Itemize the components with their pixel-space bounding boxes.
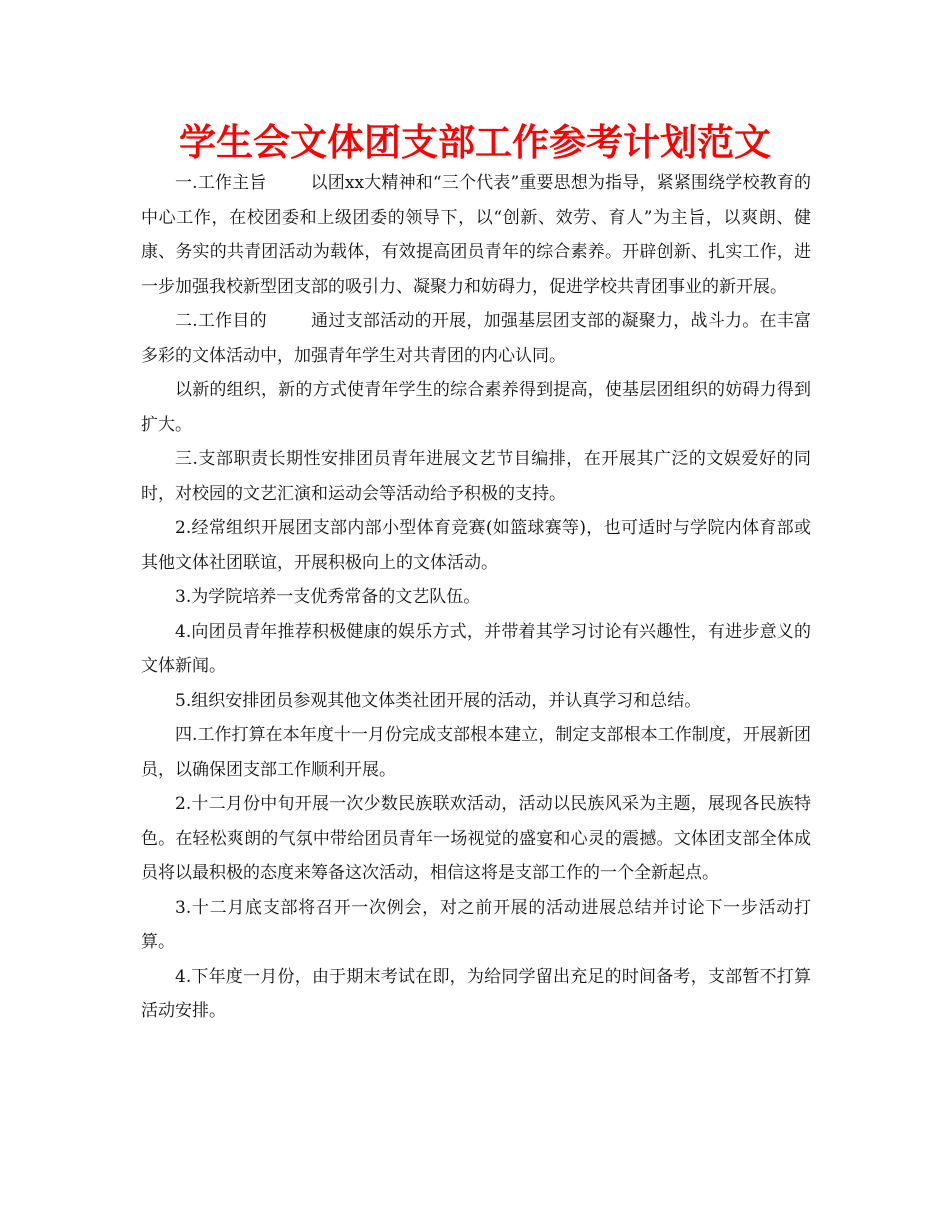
document-title: 学生会文体团支部工作参考计划范文 <box>179 121 771 164</box>
paragraph-7: 4.向团员青年推荐积极健康的娱乐方式，并带着其学习讨论有兴趣性，有进步意义的文体新闻。 <box>141 621 811 676</box>
paragraph-6: 3.为学院培养一支优秀常备的文艺队伍。 <box>175 587 481 607</box>
document-body <box>141 166 811 1029</box>
paragraph-9: 四.工作打算在本年度十一月份完成支部根本建立，制定支部根本工作制度，开展新团员，以确保团支部工作顺利开展。 <box>141 725 811 780</box>
paragraph-4: 三.支部职责长期性安排团员青年进展文艺节目编排，在开展其广泛的文娱爱好的同时，对校园的文艺汇演和运动会等活动给予积极的支持。 <box>141 449 811 504</box>
paragraph-text: 通过支部活动的开展，加强基层团支部的凝聚力，战斗力。在丰富多彩的文体活动中，加强青年学生对共青团的内心认同。 <box>141 311 812 366</box>
paragraph-8: 5.组织安排团员参观其他文体类社团开展的活动，并认真学习和总结。 <box>175 690 702 711</box>
paragraph-1 <box>141 166 811 304</box>
paragraph-2 <box>141 304 811 373</box>
paragraph-10: 2.十二月份中旬开展一次少数民族联欢活动，活动以民族风采为主题，展现各民族特色。在轻松爽朗的气氛中带给团员青年一场视觉的盛宴和心灵的震撼。文体团支部全体成员将以最积极的态度来筹备这次活动，相信这将是支部工作的一个全新起点。 <box>141 794 811 883</box>
paragraph-lead: 一.工作主旨 <box>175 173 267 193</box>
paragraph-11: 3.十二月底支部将召开一次例会，对之前开展的活动进展总结并讨论下一步活动打算。 <box>141 897 811 952</box>
paragraph-12: 4.下年度一月份，由于期末考试在即，为给同学留出充足的时间备考，支部暂不打算活动安排。 <box>141 966 811 1021</box>
paragraph-3: 以新的组织，新的方式使青年学生的综合素养得到提高，使基层团组织的妨碍力得到扩大。 <box>141 380 811 435</box>
paragraph-5: 2.经常组织开展团支部内部小型体育竞赛(如篮球赛等)，也可适时与学院内体育部或其他文体社团联谊，开展积极向上的文体活动。 <box>141 518 811 573</box>
paragraph-lead: 二.工作目的 <box>175 311 267 331</box>
paragraph-text: 以团xx大精神和“三个代表”重要思想为指导，紧紧围绕学校教育的中心工作，在校团委和上级团委的领导下，以“创新、效劳、育人”为主旨，以爽朗、健康、务实的共青团活动为载体，有效提高团员青年的综合素养。开辟创新、扎实工作，进一步加强我校新型团支部的吸引力、凝聚力和妨碍力，促进学校共青团事业的新开展。 <box>141 173 812 297</box>
